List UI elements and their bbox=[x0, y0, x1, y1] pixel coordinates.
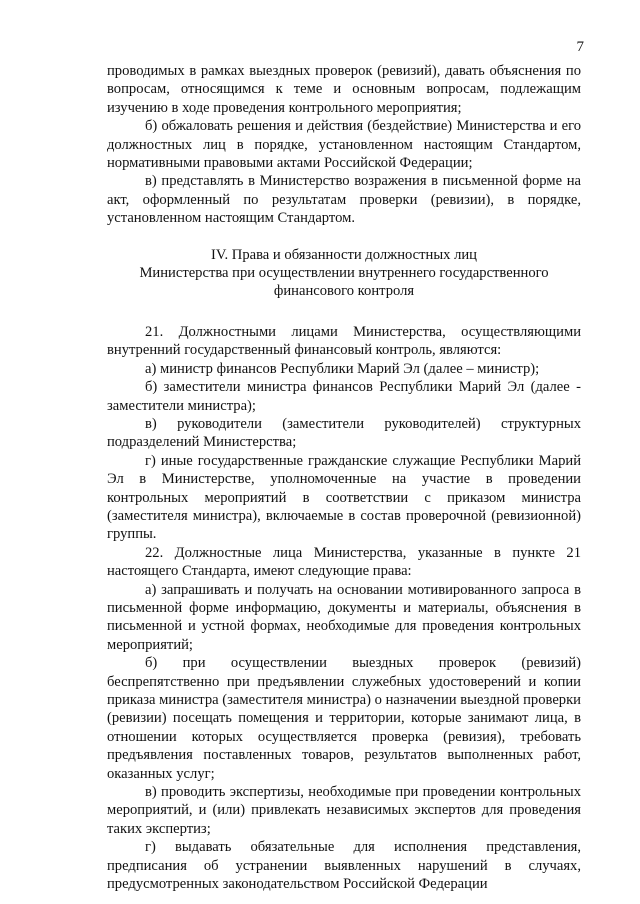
document-body bbox=[107, 62, 581, 893]
section-heading-line-1: IV. Права и обязанности должностных лиц bbox=[210, 246, 477, 263]
paragraph-22: 22. Должностные лица Министерства, указанные в пункте 21 настоящего Стандарта, имеют следующие права: bbox=[107, 544, 581, 580]
paragraph-item-b-appeal: б) обжаловать решения и действия (бездействие) Министерства и его должностных лиц в порядке, установленном настоящим Стандартом, нормативными правовыми актами Российской Федерации; bbox=[107, 118, 581, 172]
paragraph-22-g: г) выдавать обязательные для исполнения представления, предписания об устранении выявленных нарушений в случаях, предусмотренных законодательством Российской Федерации bbox=[107, 839, 581, 893]
paragraph-21-g: г) иные государственные гражданские служащие Республики Марий Эл в Министерстве, уполномоченные на участие в проведении контрольных мероприятий в соответствии с приказом министра (заместителя министра), включаемые в состав проверочной (ревизионной) группы. bbox=[107, 452, 581, 543]
paragraph-22-v: в) проводить экспертизы, необходимые при проведении контрольных мероприятий, и (или) привлекать независимых экспертов для проведения таких экспертиз; bbox=[107, 784, 581, 837]
section-heading bbox=[107, 246, 581, 301]
paragraph-21-b: б) заместители министра финансов Республики Марий Эл (далее - заместители министра); bbox=[107, 379, 581, 414]
paragraph-21-v: в) руководители (заместители руководителей) структурных подразделений Министерства; bbox=[107, 415, 581, 451]
paragraph-22-b: б) при осуществлении выездных проверок (ревизий) беспрепятственно при предъявлении служебных удостоверений и копии приказа министра (заместителя министра) о назначении выездной проверки (ревизии) посещать помещения и территории, которые занимают лица, в отношении которых осуществляется проверка (ревизия), требовать предъявления поставленных товаров, результатов выполненных работ, оказанных услуг; bbox=[107, 655, 581, 782]
page-number: 7 bbox=[576, 39, 584, 55]
section-heading-line-2: Министерства при осуществлении внутреннего государственного bbox=[139, 265, 549, 282]
paragraph-21: 21. Должностными лицами Министерства, осуществляющими внутренний государственный финансовый контроль, являются: bbox=[107, 323, 581, 359]
section-heading-line-3: финансового контроля bbox=[273, 283, 415, 300]
paragraph-22-a: а) запрашивать и получать на основании мотивированного запроса в письменной форме информацию, документы и материалы, объяснения в письменной и устной формах, необходимые для проведения контрольных мероприятий; bbox=[107, 581, 581, 653]
paragraph-21-a: а) министр финансов Республики Марий Эл (далее – министр); bbox=[145, 360, 540, 377]
paragraph-item-v-objections: в) представлять в Министерство возражения в письменной форме на акт, оформленный по результатам проверки (ревизии), в порядке, установленном настоящим Стандартом. bbox=[107, 173, 581, 227]
paragraph-continuation: проводимых в рамках выездных проверок (ревизий), давать объяснения по вопросам, относящимся к теме и основным вопросам, подлежащим изучению в ходе проведения контрольного мероприятия; bbox=[107, 63, 581, 116]
